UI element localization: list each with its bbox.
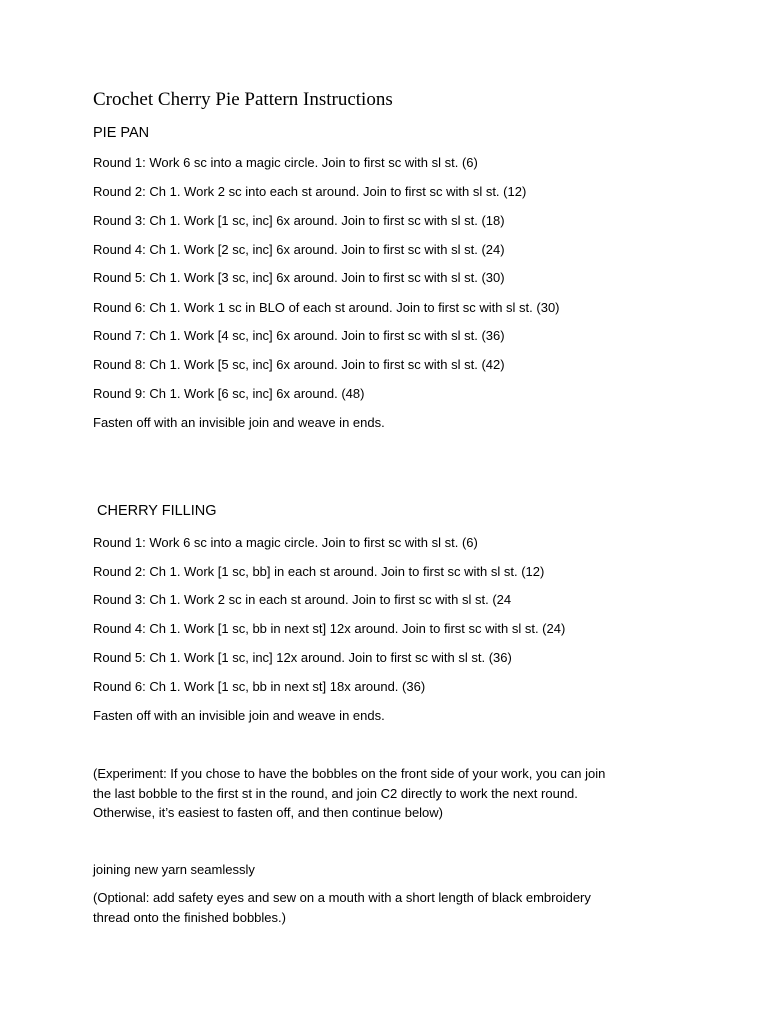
cherry-filling-fasten-off: Fasten off with an invisible join and weave in ends. <box>93 708 385 723</box>
document-title: Crochet Cherry Pie Pattern Instructions <box>93 89 393 110</box>
cherry-filling-round-4: Round 4: Ch 1. Work [1 sc, bb in next st] 12x around. Join to first sc with sl st. (24) <box>93 621 566 636</box>
cherry-filling-round-3: Round 3: Ch 1. Work 2 sc in each st around. Join to first sc with sl st. (24 <box>93 592 512 607</box>
pie-pan-round-6: Round 6: Ch 1. Work 1 sc in BLO of each st around. Join to first sc with sl st. (30) <box>93 300 560 315</box>
section-heading-cherry-filling: CHERRY FILLING <box>97 503 217 519</box>
optional-note-line: (Optional: add safety eyes and sew on a mouth with a short length of black embroidery <box>93 890 591 905</box>
pie-pan-round-1: Round 1: Work 6 sc into a magic circle. Join to first sc with sl st. (6) <box>93 155 478 170</box>
joining-note: joining new yarn seamlessly <box>93 862 255 877</box>
pie-pan-round-5: Round 5: Ch 1. Work [3 sc, inc] 6x around. Join to first sc with sl st. (30) <box>93 270 505 285</box>
experiment-note-line: the last bobble to the first st in the round, and join C2 directly to work the next round. <box>93 785 578 801</box>
optional-note <box>93 888 693 927</box>
pie-pan-round-7: Round 7: Ch 1. Work [4 sc, inc] 6x around. Join to first sc with sl st. (36) <box>93 328 505 343</box>
section-heading-pie-pan: PIE PAN <box>93 125 150 141</box>
pie-pan-round-2: Round 2: Ch 1. Work 2 sc into each st around. Join to first sc with sl st. (12) <box>93 184 527 199</box>
cherry-filling-round-6: Round 6: Ch 1. Work [1 sc, bb in next st] 18x around. (36) <box>93 679 426 694</box>
pie-pan-round-9: Round 9: Ch 1. Work [6 sc, inc] 6x around. (48) <box>93 386 365 401</box>
experiment-note-line: Otherwise, it’s easiest to fasten off, and then continue below) <box>93 805 444 820</box>
pie-pan-round-3: Round 3: Ch 1. Work [1 sc, inc] 6x around. Join to first sc with sl st. (18) <box>93 213 505 228</box>
cherry-filling-round-1: Round 1: Work 6 sc into a magic circle. Join to first sc with sl st. (6) <box>93 535 478 550</box>
experiment-note-line: (Experiment: If you chose to have the bobbles on the front side of your work, you can join <box>93 766 606 781</box>
pie-pan-round-8: Round 8: Ch 1. Work [5 sc, inc] 6x around. Join to first sc with sl st. (42) <box>93 357 505 372</box>
cherry-filling-round-2: Round 2: Ch 1. Work [1 sc, bb] in each st around. Join to first sc with sl st. (12) <box>93 564 545 579</box>
pie-pan-round-4: Round 4: Ch 1. Work [2 sc, inc] 6x around. Join to first sc with sl st. (24) <box>93 242 505 257</box>
cherry-filling-round-5: Round 5: Ch 1. Work [1 sc, inc] 12x around. Join to first sc with sl st. (36) <box>93 650 512 665</box>
experiment-note <box>93 764 693 823</box>
pie-pan-fasten-off: Fasten off with an invisible join and weave in ends. <box>93 415 385 430</box>
optional-note-line: thread onto the finished bobbles.) <box>93 909 286 925</box>
